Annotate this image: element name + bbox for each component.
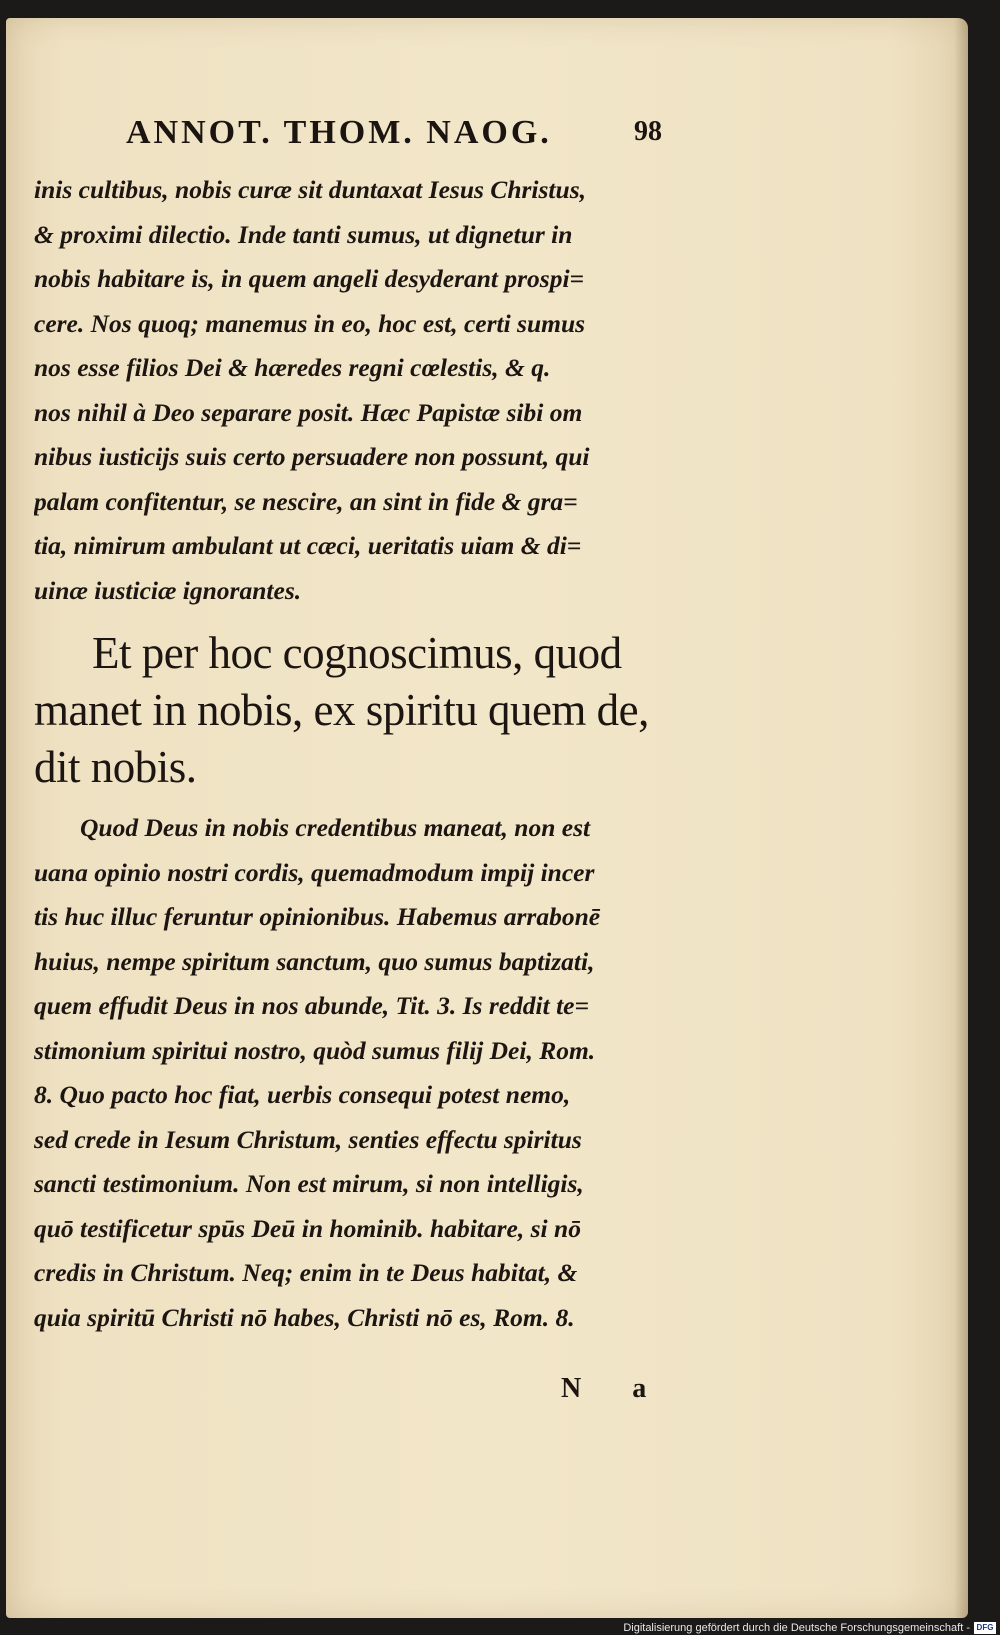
text-line: tis huc illuc feruntur opinionibus. Habemus arrabonē xyxy=(34,902,601,931)
commentary-paragraph-2 xyxy=(34,806,749,1340)
text-line: quō testificetur spūs Deū in hominib. habitare, si nō xyxy=(34,1213,581,1243)
text-line: tia, nimirum ambulant ut cæci, ueritatis uiam & di= xyxy=(34,531,582,560)
text-line: nos nihil à Deo separare posit. Hæc Papistæ sibi om xyxy=(34,397,583,427)
running-head xyxy=(126,104,726,164)
text-line: & proximi dilectio. Inde tanti sumus, ut dignetur in xyxy=(34,219,573,249)
text-line: sancti testimonium. Non est mirum, si non intelligis, xyxy=(34,1169,584,1198)
text-line: Quod Deus in nobis credentibus maneat, non est xyxy=(80,813,591,842)
funding-credit: Digitalisierung gefördert durch die Deutsche Forschungsgemeinschaft - xyxy=(623,1622,970,1634)
text-line: quia spiritū Christi nō habes, Christi nō es, Rom. 8. xyxy=(34,1302,575,1332)
scripture-line: Et per hoc cognoscimus, quod xyxy=(92,628,622,678)
digitization-footer xyxy=(0,1621,1000,1635)
text-line: credis in Christum. Neq; enim in te Deus habitat, & xyxy=(34,1258,578,1287)
text-block xyxy=(34,168,749,1340)
commentary-paragraph-1 xyxy=(34,168,749,613)
page-number: 98 xyxy=(634,116,662,147)
text-line: uinæ iusticiæ ignorantes. xyxy=(34,575,302,605)
signature-mark: N a xyxy=(561,1373,669,1404)
text-line: cere. Nos quoq; manemus in eo, hoc est, certi sumus xyxy=(34,308,586,338)
scripture-line: manet in nobis, ex spiritu quem de, xyxy=(34,685,649,735)
book-page xyxy=(6,18,968,1618)
text-line: palam confitentur, se nescire, an sint in fide & gra= xyxy=(34,486,578,516)
text-line: huius, nempe spiritum sanctum, quo sumus baptizati, xyxy=(34,946,595,976)
text-line: nobis habitare is, in quem angeli desyderant prospi= xyxy=(34,264,585,293)
text-line: sed crede in Iesum Christum, senties effectu spiritus xyxy=(34,1124,582,1154)
scripture-quotation xyxy=(34,625,749,796)
text-line: nos esse filios Dei & hæredes regni cœlestis, & q. xyxy=(34,353,551,382)
text-line: inis cultibus, nobis curæ sit duntaxat Iesus Christus, xyxy=(34,175,586,204)
text-line: uana opinio nostri cordis, quemadmodum impij incer xyxy=(34,857,595,887)
text-line: stimonium spiritui nostro, quòd sumus filij Dei, Rom. xyxy=(34,1035,596,1065)
dfg-logo: DFG xyxy=(974,1622,996,1634)
scripture-line: dit nobis. xyxy=(34,742,197,792)
text-line: 8. Quo pacto hoc fiat, uerbis consequi potest nemo, xyxy=(34,1080,571,1109)
page-edge-shadow xyxy=(954,18,968,1618)
text-line: quem effudit Deus in nos abunde, Tit. 3. Is reddit te= xyxy=(34,991,590,1020)
text-line: nibus iusticijs suis certo persuadere non possunt, qui xyxy=(34,442,590,471)
running-head-title: ANNOT. THOM. NAOG. xyxy=(126,114,552,151)
